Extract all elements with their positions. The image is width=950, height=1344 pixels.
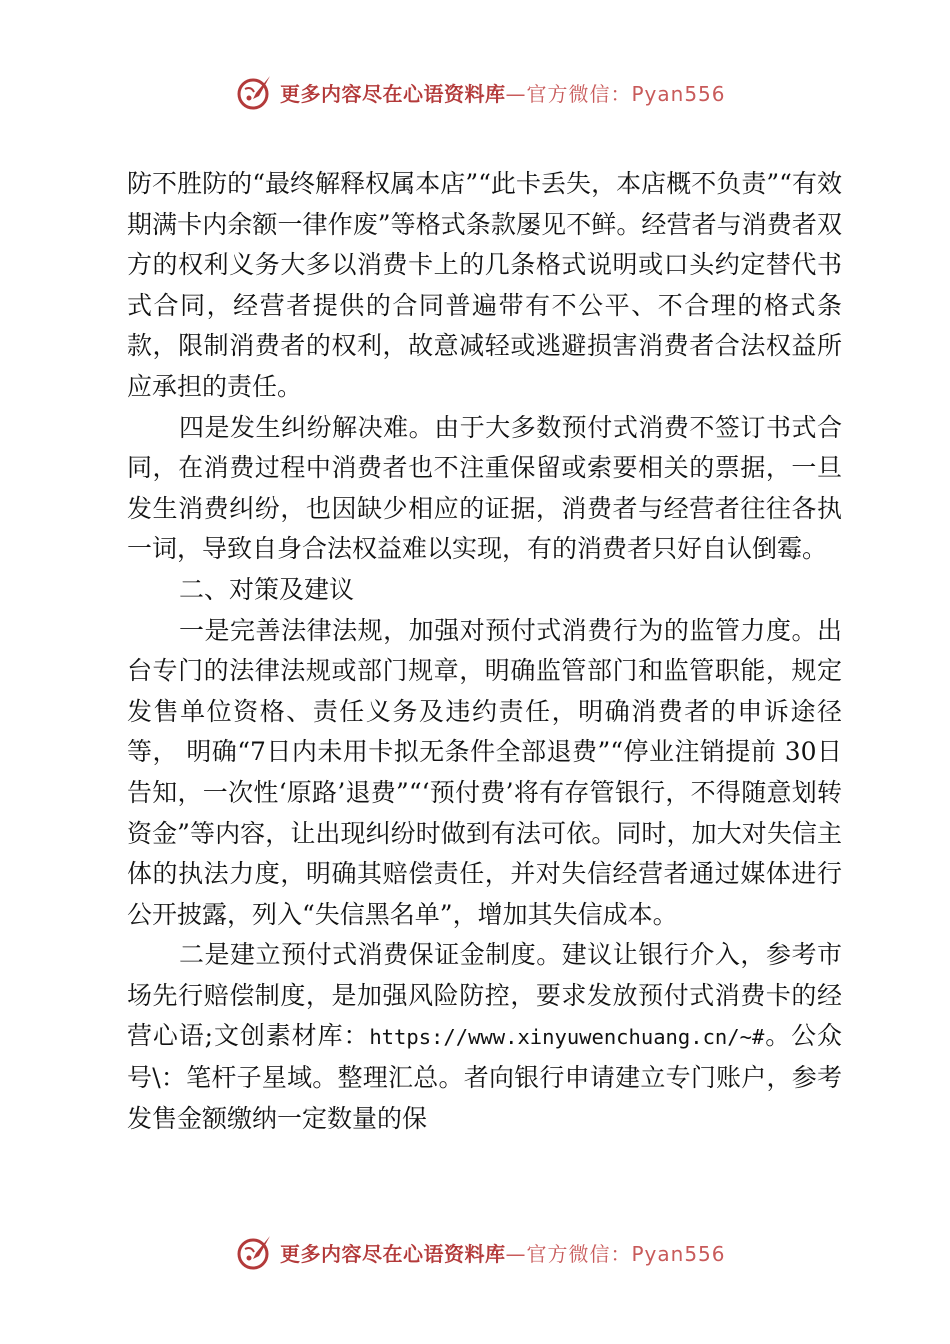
paragraph-2: 四是发生纠纷解决难。由于大多数预付式消费不签订书式合同，在消费过程中消费者也不注重保留或索要相关的票据，一旦发生消费纠纷，也因缺少相应的证据，消费者与经营者往往各执一词，导致自身合法权益难以实现，有的消费者只好自认倒霉。	[127, 412, 842, 564]
paragraph-4-text-continued: 。公众号\：笔杆子星域。整理汇总。者向银行申请建立专门账户，参考发售金额缴纳一定数量的保	[127, 1021, 842, 1133]
banner-slogan: 更多内容尽在心语资料库	[280, 1241, 506, 1266]
quill-pen-logo-icon	[236, 1233, 274, 1271]
header-banner	[236, 72, 726, 112]
section-heading: 二、对策及建议	[179, 574, 355, 604]
banner-wechat: —官方微信：Pyan556	[505, 1241, 726, 1266]
paragraph-4	[127, 935, 842, 1139]
paragraph-4-text: 二是建立预付式消费保证金制度。建议让银行介入，参考市场先行赔偿制度，是加强风险防控，要求发放预付式消费卡的经营心语;文创素材库：	[127, 940, 842, 1051]
banner-slogan: 更多内容尽在心语资料库	[280, 81, 506, 106]
document-body	[127, 164, 842, 1139]
paragraph-1: 防不胜防的“最终解释权属本店”“此卡丢失，本店概不负责”“有效期满卡内余额一律作废”等格式条款屡见不鲜。经营者与消费者双方的权利义务大多以消费卡上的几条格式说明或口头约定替代书式合同，经营者提供的合同普遍带有不公平、不合理的格式条款，限制消费者的权利，故意减轻或逃避损害消费者合法权益所应承担的责任。	[127, 169, 842, 401]
quill-pen-logo-icon	[236, 73, 274, 111]
source-url: https://www.xinyuwenchuang.cn/~#	[369, 1025, 765, 1050]
banner-wechat: —官方微信：Pyan556	[505, 81, 726, 106]
footer-banner	[236, 1232, 726, 1272]
paragraph-3: 一是完善法律法规，加强对预付式消费行为的监管力度。出台专门的法律法规或部门规章，明确监管部门和监管职能，规定发售单位资格、责任义务及违约责任，明确消费者的申诉途径等， 明确“7日内未用卡拟无条件全部退费”“停业注销提前 30日告知，一次性‘原路’退费”“‘预付费’将有存管银行，不得随意划转资金”等内容，让出现纠纷时做到有法可依。同时，加大对失信主体的执法力度，明确其赔偿责任，并对失信经营者通过媒体进行公开披露，列入“失信黑名单”，增加其失信成本。	[127, 615, 842, 929]
